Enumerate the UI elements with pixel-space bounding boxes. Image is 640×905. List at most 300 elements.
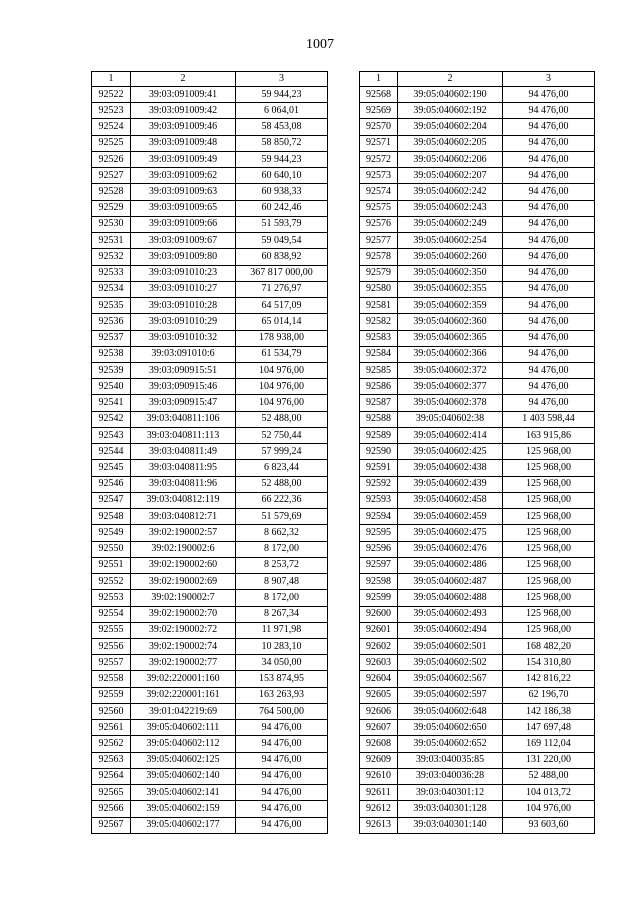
value-cell: 125 968,00 bbox=[503, 476, 595, 492]
value-cell: 125 968,00 bbox=[503, 590, 595, 606]
cadastral-number-cell: 39:05:040602:650 bbox=[398, 720, 503, 736]
cadastral-number-cell: 39:05:040602:249 bbox=[398, 216, 503, 232]
row-number-cell: 92529 bbox=[92, 200, 131, 216]
row-number-cell: 92589 bbox=[360, 427, 398, 443]
cadastral-number-cell: 39:03:091010:28 bbox=[131, 298, 236, 314]
cadastral-number-cell: 39:03:091009:80 bbox=[131, 249, 236, 265]
value-cell: 94 476,00 bbox=[503, 265, 595, 281]
table-row bbox=[92, 119, 328, 135]
row-number-cell: 92591 bbox=[360, 460, 398, 476]
value-cell: 8 907,48 bbox=[236, 574, 328, 590]
cadastral-number-cell: 39:05:040602:476 bbox=[398, 541, 503, 557]
row-number-cell: 92557 bbox=[92, 655, 131, 671]
table-row bbox=[92, 622, 328, 638]
left-table bbox=[91, 71, 328, 834]
table-row bbox=[360, 314, 595, 330]
cadastral-number-cell: 39:05:040602:359 bbox=[398, 298, 503, 314]
value-cell: 94 476,00 bbox=[236, 720, 328, 736]
cadastral-number-cell: 39:05:040602:439 bbox=[398, 476, 503, 492]
value-cell: 94 476,00 bbox=[503, 233, 595, 249]
row-number-cell: 92539 bbox=[92, 362, 131, 378]
value-cell: 125 968,00 bbox=[503, 574, 595, 590]
value-cell: 94 476,00 bbox=[236, 736, 328, 752]
cadastral-number-cell: 39:05:040602:652 bbox=[398, 736, 503, 752]
cadastral-number-cell: 39:05:040602:254 bbox=[398, 233, 503, 249]
table-row bbox=[360, 768, 595, 784]
value-cell: 142 816,22 bbox=[503, 671, 595, 687]
cadastral-number-cell: 39:02:190002:69 bbox=[131, 574, 236, 590]
row-number-cell: 92548 bbox=[92, 509, 131, 525]
value-cell: 52 488,00 bbox=[503, 768, 595, 784]
value-cell: 94 476,00 bbox=[503, 216, 595, 232]
cadastral-number-cell: 39:03:091010:6 bbox=[131, 346, 236, 362]
row-number-cell: 92590 bbox=[360, 444, 398, 460]
value-cell: 94 476,00 bbox=[503, 362, 595, 378]
table-row bbox=[360, 281, 595, 297]
row-number-cell: 92528 bbox=[92, 184, 131, 200]
cadastral-number-cell: 39:03:040812:119 bbox=[131, 492, 236, 508]
table-row bbox=[92, 525, 328, 541]
row-number-cell: 92601 bbox=[360, 622, 398, 638]
cadastral-number-cell: 39:05:040602:355 bbox=[398, 281, 503, 297]
cadastral-number-cell: 39:05:040602:125 bbox=[131, 752, 236, 768]
row-number-cell: 92593 bbox=[360, 492, 398, 508]
value-cell: 94 476,00 bbox=[503, 281, 595, 297]
table-row bbox=[360, 135, 595, 151]
row-number-cell: 92542 bbox=[92, 411, 131, 427]
table-row bbox=[92, 135, 328, 151]
row-number-cell: 92566 bbox=[92, 801, 131, 817]
table-row bbox=[92, 768, 328, 784]
row-number-cell: 92525 bbox=[92, 135, 131, 151]
value-cell: 94 476,00 bbox=[503, 168, 595, 184]
value-cell: 60 938,33 bbox=[236, 184, 328, 200]
value-cell: 58 453,08 bbox=[236, 119, 328, 135]
row-number-cell: 92532 bbox=[92, 249, 131, 265]
cadastral-number-cell: 39:03:091010:27 bbox=[131, 281, 236, 297]
cadastral-number-cell: 39:03:040811:113 bbox=[131, 427, 236, 443]
cadastral-number-cell: 39:05:040602:111 bbox=[131, 720, 236, 736]
table-row bbox=[92, 655, 328, 671]
header-cell: 1 bbox=[360, 72, 398, 87]
row-number-cell: 92522 bbox=[92, 87, 131, 103]
table-row bbox=[92, 801, 328, 817]
cadastral-number-cell: 39:03:090915:46 bbox=[131, 379, 236, 395]
table-row bbox=[360, 233, 595, 249]
row-number-cell: 92570 bbox=[360, 119, 398, 135]
row-number-cell: 92544 bbox=[92, 444, 131, 460]
row-number-cell: 92549 bbox=[92, 525, 131, 541]
value-cell: 153 874,95 bbox=[236, 671, 328, 687]
table-row bbox=[360, 346, 595, 362]
table-row bbox=[360, 87, 595, 103]
row-number-cell: 92594 bbox=[360, 509, 398, 525]
value-cell: 142 186,38 bbox=[503, 703, 595, 719]
value-cell: 764 500,00 bbox=[236, 703, 328, 719]
table-row bbox=[360, 103, 595, 119]
table-row bbox=[360, 168, 595, 184]
value-cell: 104 976,00 bbox=[503, 801, 595, 817]
row-number-cell: 92592 bbox=[360, 476, 398, 492]
row-number-cell: 92574 bbox=[360, 184, 398, 200]
cadastral-number-cell: 39:05:040602:112 bbox=[131, 736, 236, 752]
table-row bbox=[92, 638, 328, 654]
table-row bbox=[360, 671, 595, 687]
table-row bbox=[360, 574, 595, 590]
row-number-cell: 92530 bbox=[92, 216, 131, 232]
row-number-cell: 92546 bbox=[92, 476, 131, 492]
cadastral-number-cell: 39:05:040602:360 bbox=[398, 314, 503, 330]
value-cell: 8 172,00 bbox=[236, 541, 328, 557]
cadastral-number-cell: 39:05:040602:242 bbox=[398, 184, 503, 200]
row-number-cell: 92597 bbox=[360, 557, 398, 573]
cadastral-number-cell: 39:02:190002:70 bbox=[131, 606, 236, 622]
value-cell: 125 968,00 bbox=[503, 492, 595, 508]
header-cell: 1 bbox=[92, 72, 131, 87]
value-cell: 94 476,00 bbox=[236, 752, 328, 768]
row-number-cell: 92553 bbox=[92, 590, 131, 606]
value-cell: 59 049,54 bbox=[236, 233, 328, 249]
table-row bbox=[92, 298, 328, 314]
cadastral-number-cell: 39:03:040301:128 bbox=[398, 801, 503, 817]
table-row bbox=[92, 427, 328, 443]
table-row bbox=[92, 395, 328, 411]
cadastral-number-cell: 39:02:190002:74 bbox=[131, 638, 236, 654]
value-cell: 59 944,23 bbox=[236, 151, 328, 167]
table-row bbox=[92, 720, 328, 736]
table-row bbox=[360, 411, 595, 427]
cadastral-number-cell: 39:03:090915:47 bbox=[131, 395, 236, 411]
table-row bbox=[360, 298, 595, 314]
cadastral-number-cell: 39:05:040602:458 bbox=[398, 492, 503, 508]
table-row bbox=[360, 687, 595, 703]
row-number-cell: 92538 bbox=[92, 346, 131, 362]
row-number-cell: 92605 bbox=[360, 687, 398, 703]
cadastral-number-cell: 39:02:190002:7 bbox=[131, 590, 236, 606]
value-cell: 57 999,24 bbox=[236, 444, 328, 460]
table-row bbox=[92, 330, 328, 346]
value-cell: 94 476,00 bbox=[503, 151, 595, 167]
value-cell: 60 838,92 bbox=[236, 249, 328, 265]
value-cell: 125 968,00 bbox=[503, 525, 595, 541]
value-cell: 178 938,00 bbox=[236, 330, 328, 346]
row-number-cell: 92599 bbox=[360, 590, 398, 606]
table-row bbox=[92, 281, 328, 297]
cadastral-number-cell: 39:03:040811:96 bbox=[131, 476, 236, 492]
row-number-cell: 92606 bbox=[360, 703, 398, 719]
value-cell: 125 968,00 bbox=[503, 460, 595, 476]
cadastral-number-cell: 39:03:040035:85 bbox=[398, 752, 503, 768]
cadastral-number-cell: 39:03:091009:62 bbox=[131, 168, 236, 184]
value-cell: 62 196,70 bbox=[503, 687, 595, 703]
row-number-cell: 92580 bbox=[360, 281, 398, 297]
table-row bbox=[360, 541, 595, 557]
row-number-cell: 92573 bbox=[360, 168, 398, 184]
row-number-cell: 92568 bbox=[360, 87, 398, 103]
table-row bbox=[360, 249, 595, 265]
table-row bbox=[360, 476, 595, 492]
cadastral-number-cell: 39:03:091010:32 bbox=[131, 330, 236, 346]
value-cell: 104 013,72 bbox=[503, 785, 595, 801]
right-table bbox=[359, 71, 595, 834]
value-cell: 169 112,04 bbox=[503, 736, 595, 752]
value-cell: 1 403 598,44 bbox=[503, 411, 595, 427]
value-cell: 125 968,00 bbox=[503, 541, 595, 557]
value-cell: 94 476,00 bbox=[503, 103, 595, 119]
table-row bbox=[360, 200, 595, 216]
cadastral-number-cell: 39:05:040602:141 bbox=[131, 785, 236, 801]
cadastral-number-cell: 39:03:091009:63 bbox=[131, 184, 236, 200]
cadastral-number-cell: 39:02:190002:72 bbox=[131, 622, 236, 638]
value-cell: 8 172,00 bbox=[236, 590, 328, 606]
cadastral-number-cell: 39:05:040602:204 bbox=[398, 119, 503, 135]
cadastral-number-cell: 39:05:040602:140 bbox=[131, 768, 236, 784]
row-number-cell: 92556 bbox=[92, 638, 131, 654]
value-cell: 94 476,00 bbox=[236, 785, 328, 801]
cadastral-number-cell: 39:05:040602:493 bbox=[398, 606, 503, 622]
value-cell: 104 976,00 bbox=[236, 379, 328, 395]
table-row bbox=[92, 590, 328, 606]
page-number: 1007 bbox=[306, 37, 334, 52]
cadastral-number-cell: 39:05:040602:502 bbox=[398, 655, 503, 671]
value-cell: 94 476,00 bbox=[503, 87, 595, 103]
value-cell: 94 476,00 bbox=[503, 249, 595, 265]
cadastral-number-cell: 39:03:091009:46 bbox=[131, 119, 236, 135]
cadastral-number-cell: 39:02:220001:160 bbox=[131, 671, 236, 687]
cadastral-number-cell: 39:03:040811:49 bbox=[131, 444, 236, 460]
value-cell: 94 476,00 bbox=[503, 200, 595, 216]
row-number-cell: 92563 bbox=[92, 752, 131, 768]
cadastral-number-cell: 39:02:190002:6 bbox=[131, 541, 236, 557]
table-row bbox=[92, 87, 328, 103]
row-number-cell: 92537 bbox=[92, 330, 131, 346]
value-cell: 8 267,34 bbox=[236, 606, 328, 622]
row-number-cell: 92610 bbox=[360, 768, 398, 784]
table-row bbox=[92, 476, 328, 492]
row-number-cell: 92607 bbox=[360, 720, 398, 736]
row-number-cell: 92584 bbox=[360, 346, 398, 362]
row-number-cell: 92572 bbox=[360, 151, 398, 167]
value-cell: 94 476,00 bbox=[503, 395, 595, 411]
cadastral-number-cell: 39:05:040602:486 bbox=[398, 557, 503, 573]
value-cell: 163 915,86 bbox=[503, 427, 595, 443]
row-number-cell: 92603 bbox=[360, 655, 398, 671]
cadastral-number-cell: 39:05:040602:488 bbox=[398, 590, 503, 606]
value-cell: 52 488,00 bbox=[236, 411, 328, 427]
value-cell: 125 968,00 bbox=[503, 622, 595, 638]
header-cell: 3 bbox=[236, 72, 328, 87]
cadastral-number-cell: 39:05:040602:425 bbox=[398, 444, 503, 460]
value-cell: 59 944,23 bbox=[236, 87, 328, 103]
table-row bbox=[360, 460, 595, 476]
row-number-cell: 92587 bbox=[360, 395, 398, 411]
table-row bbox=[360, 785, 595, 801]
row-number-cell: 92613 bbox=[360, 817, 398, 833]
table-row bbox=[92, 362, 328, 378]
cadastral-number-cell: 39:05:040602:648 bbox=[398, 703, 503, 719]
cadastral-number-cell: 39:05:040602:366 bbox=[398, 346, 503, 362]
table-row bbox=[360, 752, 595, 768]
row-number-cell: 92536 bbox=[92, 314, 131, 330]
table-row bbox=[92, 606, 328, 622]
row-number-cell: 92598 bbox=[360, 574, 398, 590]
cadastral-number-cell: 39:05:040602:177 bbox=[131, 817, 236, 833]
cadastral-number-cell: 39:05:040602:459 bbox=[398, 509, 503, 525]
row-number-cell: 92540 bbox=[92, 379, 131, 395]
row-number-cell: 92533 bbox=[92, 265, 131, 281]
table-row bbox=[92, 460, 328, 476]
row-number-cell: 92578 bbox=[360, 249, 398, 265]
value-cell: 125 968,00 bbox=[503, 557, 595, 573]
cadastral-number-cell: 39:03:091009:49 bbox=[131, 151, 236, 167]
table-row bbox=[360, 330, 595, 346]
row-number-cell: 92564 bbox=[92, 768, 131, 784]
cadastral-number-cell: 39:03:040301:12 bbox=[398, 785, 503, 801]
cadastral-number-cell: 39:02:190002:77 bbox=[131, 655, 236, 671]
row-number-cell: 92582 bbox=[360, 314, 398, 330]
value-cell: 94 476,00 bbox=[503, 330, 595, 346]
value-cell: 147 697,48 bbox=[503, 720, 595, 736]
value-cell: 94 476,00 bbox=[503, 314, 595, 330]
cadastral-number-cell: 39:05:040602:372 bbox=[398, 362, 503, 378]
row-number-cell: 92523 bbox=[92, 103, 131, 119]
row-number-cell: 92604 bbox=[360, 671, 398, 687]
table-row bbox=[360, 801, 595, 817]
cadastral-number-cell: 39:03:040811:95 bbox=[131, 460, 236, 476]
value-cell: 131 220,00 bbox=[503, 752, 595, 768]
row-number-cell: 92551 bbox=[92, 557, 131, 573]
cadastral-number-cell: 39:05:040602:260 bbox=[398, 249, 503, 265]
table-row bbox=[360, 557, 595, 573]
row-number-cell: 92600 bbox=[360, 606, 398, 622]
row-number-cell: 92608 bbox=[360, 736, 398, 752]
table-row bbox=[92, 314, 328, 330]
table-row bbox=[360, 444, 595, 460]
row-number-cell: 92596 bbox=[360, 541, 398, 557]
value-cell: 93 603,60 bbox=[503, 817, 595, 833]
table-row bbox=[360, 216, 595, 232]
cadastral-number-cell: 39:03:091009:66 bbox=[131, 216, 236, 232]
value-cell: 168 482,20 bbox=[503, 638, 595, 654]
table-row bbox=[360, 492, 595, 508]
table-row bbox=[92, 168, 328, 184]
table-row bbox=[92, 103, 328, 119]
table-row bbox=[360, 606, 595, 622]
row-number-cell: 92531 bbox=[92, 233, 131, 249]
value-cell: 367 817 000,00 bbox=[236, 265, 328, 281]
row-number-cell: 92565 bbox=[92, 785, 131, 801]
cadastral-number-cell: 39:05:040602:487 bbox=[398, 574, 503, 590]
value-cell: 154 310,80 bbox=[503, 655, 595, 671]
cadastral-number-cell: 39:03:090915:51 bbox=[131, 362, 236, 378]
table-row bbox=[360, 395, 595, 411]
cadastral-number-cell: 39:05:040602:378 bbox=[398, 395, 503, 411]
row-number-cell: 92611 bbox=[360, 785, 398, 801]
value-cell: 94 476,00 bbox=[503, 346, 595, 362]
row-number-cell: 92535 bbox=[92, 298, 131, 314]
row-number-cell: 92547 bbox=[92, 492, 131, 508]
value-cell: 125 968,00 bbox=[503, 509, 595, 525]
table-row bbox=[92, 379, 328, 395]
row-number-cell: 92541 bbox=[92, 395, 131, 411]
table-row bbox=[92, 492, 328, 508]
value-cell: 10 283,10 bbox=[236, 638, 328, 654]
cadastral-number-cell: 39:05:040602:475 bbox=[398, 525, 503, 541]
row-number-cell: 92595 bbox=[360, 525, 398, 541]
value-cell: 94 476,00 bbox=[503, 379, 595, 395]
cadastral-number-cell: 39:03:040036:28 bbox=[398, 768, 503, 784]
cadastral-number-cell: 39:05:040602:494 bbox=[398, 622, 503, 638]
value-cell: 52 488,00 bbox=[236, 476, 328, 492]
table-row bbox=[360, 817, 595, 833]
table-row bbox=[92, 817, 328, 833]
table-row bbox=[360, 265, 595, 281]
table-row bbox=[92, 200, 328, 216]
cadastral-number-cell: 39:05:040602:365 bbox=[398, 330, 503, 346]
cadastral-number-cell: 39:05:040602:501 bbox=[398, 638, 503, 654]
table-row bbox=[360, 703, 595, 719]
table-header-row bbox=[360, 72, 595, 87]
cadastral-number-cell: 39:05:040602:205 bbox=[398, 135, 503, 151]
value-cell: 8 662,32 bbox=[236, 525, 328, 541]
row-number-cell: 92552 bbox=[92, 574, 131, 590]
value-cell: 65 014,14 bbox=[236, 314, 328, 330]
table-row bbox=[360, 525, 595, 541]
value-cell: 104 976,00 bbox=[236, 395, 328, 411]
table-row bbox=[360, 362, 595, 378]
cadastral-number-cell: 39:05:040602:38 bbox=[398, 411, 503, 427]
table-row bbox=[92, 249, 328, 265]
table-row bbox=[360, 638, 595, 654]
cadastral-number-cell: 39:02:190002:57 bbox=[131, 525, 236, 541]
cadastral-number-cell: 39:03:091010:23 bbox=[131, 265, 236, 281]
table-row bbox=[360, 119, 595, 135]
value-cell: 125 968,00 bbox=[503, 606, 595, 622]
value-cell: 64 517,09 bbox=[236, 298, 328, 314]
row-number-cell: 92571 bbox=[360, 135, 398, 151]
row-number-cell: 92602 bbox=[360, 638, 398, 654]
row-number-cell: 92526 bbox=[92, 151, 131, 167]
cadastral-number-cell: 39:02:190002:60 bbox=[131, 557, 236, 573]
value-cell: 94 476,00 bbox=[236, 801, 328, 817]
row-number-cell: 92585 bbox=[360, 362, 398, 378]
cadastral-number-cell: 39:01:042219:69 bbox=[131, 703, 236, 719]
table-row bbox=[92, 541, 328, 557]
row-number-cell: 92579 bbox=[360, 265, 398, 281]
value-cell: 11 971,98 bbox=[236, 622, 328, 638]
table-row bbox=[360, 509, 595, 525]
row-number-cell: 92567 bbox=[92, 817, 131, 833]
value-cell: 52 750,44 bbox=[236, 427, 328, 443]
row-number-cell: 92609 bbox=[360, 752, 398, 768]
table-row bbox=[360, 427, 595, 443]
table-header-row bbox=[92, 72, 328, 87]
cadastral-number-cell: 39:03:091010:29 bbox=[131, 314, 236, 330]
table-row bbox=[360, 622, 595, 638]
cadastral-number-cell: 39:03:040301:140 bbox=[398, 817, 503, 833]
value-cell: 51 579,69 bbox=[236, 509, 328, 525]
header-cell: 3 bbox=[503, 72, 595, 87]
value-cell: 94 476,00 bbox=[236, 768, 328, 784]
row-number-cell: 92581 bbox=[360, 298, 398, 314]
row-number-cell: 92545 bbox=[92, 460, 131, 476]
header-cell: 2 bbox=[131, 72, 236, 87]
row-number-cell: 92561 bbox=[92, 720, 131, 736]
cadastral-number-cell: 39:03:040812:71 bbox=[131, 509, 236, 525]
cadastral-number-cell: 39:05:040602:414 bbox=[398, 427, 503, 443]
cadastral-number-cell: 39:05:040602:597 bbox=[398, 687, 503, 703]
table-row bbox=[92, 703, 328, 719]
